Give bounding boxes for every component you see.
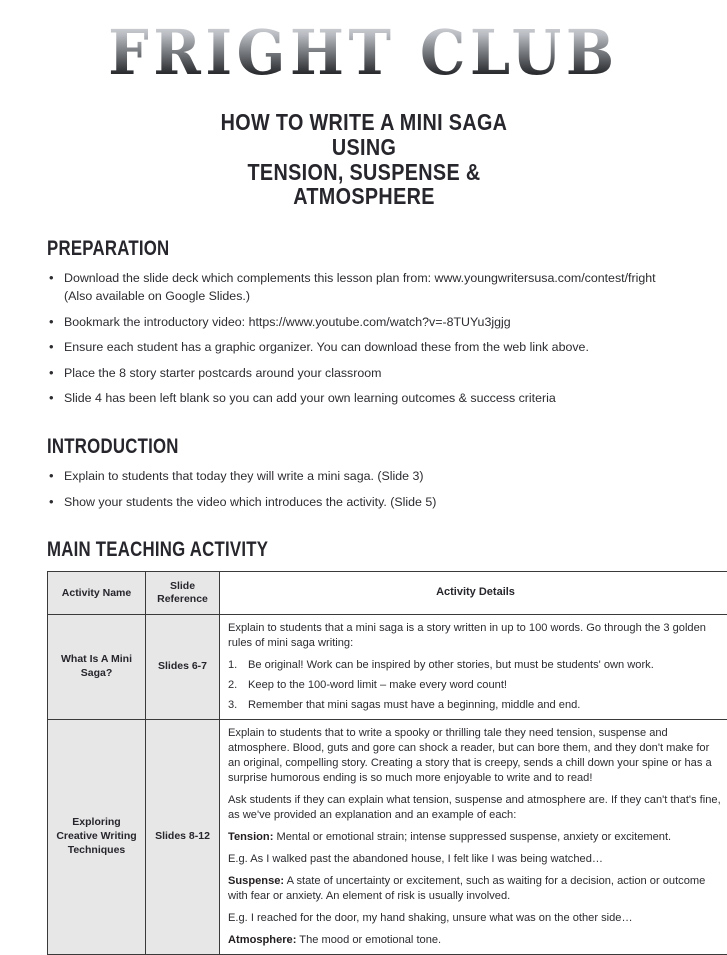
cell-activity-details (220, 615, 727, 720)
table-body (48, 615, 727, 954)
definition-suspense (228, 874, 723, 904)
definition-tension (228, 830, 723, 845)
column-header-activity-details: Activity Details (220, 572, 727, 615)
example-suspense: E.g. I reached for the door, my hand shaking, unsure what was on the other side… (228, 911, 723, 926)
cell-slide-reference: Slides 8-12 (146, 720, 220, 955)
detail-paragraph-1: Explain to students that to write a spooky or thrilling tale they need tension, suspense and atmosphere. Blood, guts and gore can shock a reader, but can bore them, and they don't make for an original, compelling story. Creating a story that is creepy, sends a chill down your spine or has a surprise humorous ending is so much more enjoyable to write and to read! (228, 726, 723, 786)
list-item: • Show your students the video which introduces the activity. (Slide 5) (47, 494, 680, 512)
page-title: FRIGHT CLUB (29, 22, 698, 84)
cell-activity-name: Exploring Creative Writing Techniques (48, 720, 146, 955)
term-label-atmosphere: Atmosphere: (228, 934, 296, 946)
list-item: • Place the 8 story starter postcards around your classroom (47, 365, 680, 383)
list-item: • Slide 4 has been left blank so you can add your own learning outcomes & success criteria (47, 390, 680, 408)
list-item: Remember that mini sagas must have a beginning, middle and end. (228, 698, 723, 713)
subtitle-line-1: HOW TO WRITE A MINI SAGA USING (192, 110, 536, 160)
definition-text-atmosphere: The mood or emotional tone. (296, 934, 441, 946)
column-header-slide-reference: Slide Reference (146, 572, 220, 615)
detail-intro-text: Explain to students that a mini saga is a story written in up to 100 words. Go through the 3 golden rules of mini saga writing: (228, 621, 723, 651)
cell-slide-reference: Slides 6-7 (146, 615, 220, 720)
section-heading-introduction: INTRODUCTION (47, 435, 553, 459)
list-item: • Explain to students that today they will write a mini saga. (Slide 3) (47, 468, 680, 486)
list-item: Keep to the 100-word limit – make every word count! (228, 678, 723, 693)
detail-paragraph-2: Ask students if they can explain what tension, suspense and atmosphere are. If they can't that's fine, as we've provided an explanation and an example of each: (228, 793, 723, 823)
list-item: • Download the slide deck which complements this lesson plan from: www.youngwritersusa.com/contest/fright (Also available on Google Slides.) (47, 270, 680, 305)
table-header (48, 572, 727, 615)
list-item: Be original! Work can be inspired by other stories, but must be students' own work. (228, 658, 723, 673)
table-row (48, 720, 727, 955)
masthead (0, 0, 727, 209)
section-heading-preparation: PREPARATION (47, 237, 553, 261)
cell-activity-name: What Is A Mini Saga? (48, 615, 146, 720)
preparation-list (47, 270, 680, 408)
list-item: • Ensure each student has a graphic organizer. You can download these from the web link above. (47, 339, 680, 357)
term-label-tension: Tension: (228, 831, 273, 843)
main-teaching-activity-table (47, 571, 727, 954)
term-label-suspense: Suspense: (228, 875, 284, 887)
table-row (48, 615, 727, 720)
list-item: • Bookmark the introductory video: https://www.youtube.com/watch?v=-8TUYu3jgjg (47, 314, 680, 332)
section-heading-main-activity: MAIN TEACHING ACTIVITY (47, 538, 553, 562)
definition-text-suspense: A state of uncertainty or excitement, such as waiting for a decision, action or outcome with fear or anxiety. An element of risk is usually involved. (228, 875, 705, 902)
column-header-activity-name: Activity Name (48, 572, 146, 615)
definition-atmosphere (228, 933, 723, 948)
example-tension: E.g. As I walked past the abandoned house, I felt like I was being watched… (228, 852, 723, 867)
document-body (0, 237, 727, 954)
page-subtitle (192, 110, 536, 209)
golden-rules-list (228, 658, 723, 713)
subtitle-line-2: TENSION, SUSPENSE & ATMOSPHERE (192, 160, 536, 210)
table-header-row (48, 572, 727, 615)
introduction-list (47, 468, 680, 511)
cell-activity-details (220, 720, 727, 955)
definition-text-tension: Mental or emotional strain; intense suppressed suspense, anxiety or excitement. (273, 831, 671, 843)
